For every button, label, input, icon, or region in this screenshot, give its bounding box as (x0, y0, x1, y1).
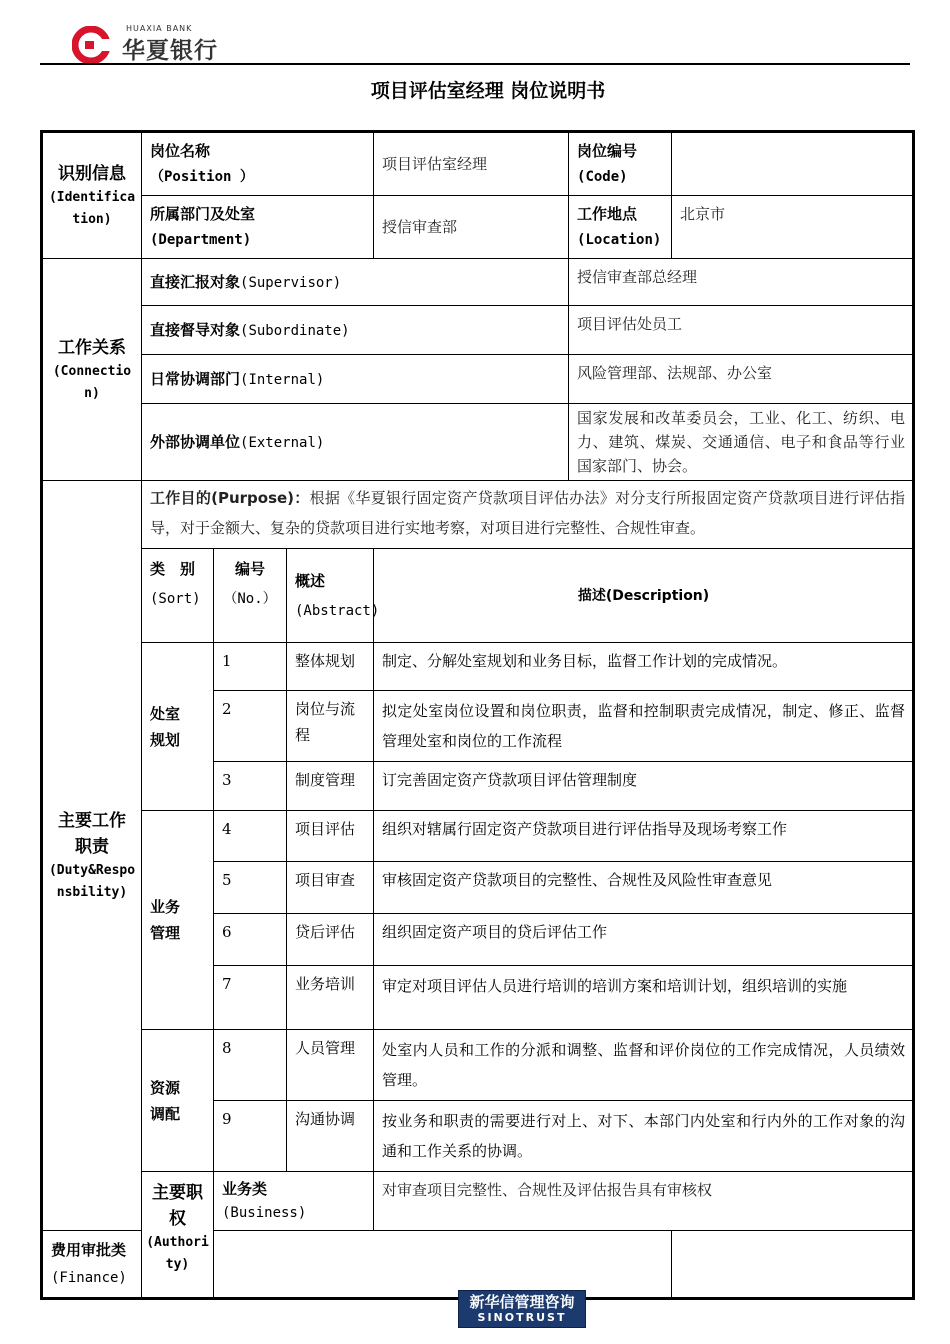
location-label: 工作地点 (Location) (569, 196, 672, 259)
item-description: 组织固定资产项目的贷后评估工作 (374, 914, 914, 966)
duty-section-header (42, 481, 142, 1231)
identification-title-en: (Identification) (48, 189, 136, 227)
item-abstract: 沟通协调 (287, 1101, 374, 1172)
purpose-row (42, 481, 914, 549)
internal-label: 日常协调部门(Internal) (142, 355, 569, 404)
connection-section-header (42, 259, 142, 481)
logo-english-name: HUAXIA BANK (126, 24, 193, 33)
business-value: 对审查项目完整性、合规性及评估报告具有审核权 (374, 1172, 914, 1231)
sort-group-business: 业务 管理 (142, 811, 214, 1030)
sort-group-planning: 处室 规划 (142, 643, 214, 811)
description-header: 描述(Description) (374, 549, 914, 643)
sort-header: 类 别 (Sort) (142, 549, 214, 643)
authority-title: 主要职权 (152, 1183, 203, 1229)
connection-row (42, 259, 914, 306)
identification-row-department (42, 196, 914, 259)
abstract-header: 概述 (Abstract) (287, 549, 374, 643)
location-value: 北京市 (672, 196, 914, 259)
page-header (0, 0, 950, 70)
purpose-cell (142, 481, 914, 549)
purpose-text: 根据《华夏银行固定资产贷款项目评估办法》对分支行所报固定资产贷款项目进行评估指导，对于金额大、复杂的贷款项目进行实地考察，对项目进行完整性、合规性审查。 (150, 489, 905, 537)
code-value (672, 132, 914, 196)
item-number: 2 (214, 691, 287, 762)
duty-item-row (42, 643, 914, 691)
duty-title-en: (Duty&Responsbility) (48, 862, 136, 900)
subordinate-value: 项目评估处员工 (569, 306, 914, 355)
authority-title-en: (Authority) (146, 1235, 209, 1272)
duty-item-row (42, 1030, 914, 1101)
item-number: 6 (214, 914, 287, 966)
item-abstract: 项目评估 (287, 811, 374, 862)
logo-chinese-name: 华夏银行 (122, 38, 218, 64)
item-number: 4 (214, 811, 287, 862)
item-description: 拟定处室岗位设置和岗位职责，监督和控制职责完成情况，制定、修正、监督管理处室和岗位的工作流程 (374, 691, 914, 762)
external-label: 外部协调单位(External) (142, 404, 569, 481)
huaxia-bank-logo-icon (72, 26, 110, 64)
item-description: 审核固定资产贷款项目的完整性、合规性及风险性审查意见 (374, 862, 914, 914)
department-value: 授信审查部 (374, 196, 569, 259)
sinotrust-logo-cn: 新华信管理咨询 (469, 1293, 575, 1311)
internal-value: 风险管理部、法规部、办公室 (569, 355, 914, 404)
finance-label: 费用审批类 (Finance) (42, 1231, 214, 1299)
connection-row (42, 355, 914, 404)
purpose-label: 工作目的(Purpose)： (150, 489, 310, 507)
sinotrust-logo (458, 1290, 586, 1328)
item-description: 制定、分解处室规划和业务目标，监督工作计划的完成情况。 (374, 643, 914, 691)
code-label: 岗位编号 (Code) (569, 132, 672, 196)
item-abstract: 制度管理 (287, 762, 374, 811)
item-abstract: 岗位与流程 (287, 691, 374, 762)
item-number: 1 (214, 643, 287, 691)
item-abstract: 业务培训 (287, 966, 374, 1030)
item-description: 订完善固定资产贷款项目评估管理制度 (374, 762, 914, 811)
document-title: 项目评估室经理 岗位说明书 (370, 80, 606, 102)
sort-group-resources: 资源 调配 (142, 1030, 214, 1172)
item-number: 3 (214, 762, 287, 811)
identification-row-position (42, 132, 914, 196)
header-divider (40, 63, 910, 65)
item-description: 按业务和职责的需要进行对上、对下、本部门内处室和行内外的工作对象的沟通和工作关系的协调。 (374, 1101, 914, 1172)
finance-value (214, 1231, 672, 1299)
item-number: 5 (214, 862, 287, 914)
job-description-table (40, 130, 915, 1300)
connection-title-en: (Connection) (52, 363, 132, 401)
connection-title: 工作关系 (58, 337, 126, 358)
no-header: 编号 （No.） (214, 549, 287, 643)
item-abstract: 项目审查 (287, 862, 374, 914)
external-value: 国家发展和改革委员会，工业、化工、纺织、电力、建筑、煤炭、交通通信、电子和食品等行业国家部门、协会。 (569, 404, 914, 481)
item-description: 组织对辖属行固定资产贷款项目进行评估指导及现场考察工作 (374, 811, 914, 862)
sinotrust-logo-en: SINOTRUST (477, 1311, 567, 1324)
duty-header-row (42, 549, 914, 643)
business-label: 业务类 (Business) (214, 1172, 374, 1231)
supervisor-value: 授信审查部总经理 (569, 259, 914, 306)
duty-title-line1: 主要工作 (58, 810, 126, 831)
item-abstract: 整体规划 (287, 643, 374, 691)
subordinate-label: 直接督导对象(Subordinate) (142, 306, 569, 355)
item-number: 7 (214, 966, 287, 1030)
item-abstract: 贷后评估 (287, 914, 374, 966)
identification-title: 识别信息 (58, 163, 126, 184)
item-number: 8 (214, 1030, 287, 1101)
connection-row (42, 306, 914, 355)
duty-title-line2: 职责 (75, 836, 109, 857)
identification-section-header (42, 132, 142, 259)
connection-row (42, 404, 914, 481)
supervisor-label: 直接汇报对象(Supervisor) (142, 259, 569, 306)
item-description: 审定对项目评估人员进行培训的培训方案和培训计划，组织培训的实施 (374, 966, 914, 1030)
item-number: 9 (214, 1101, 287, 1172)
position-value: 项目评估室经理 (374, 132, 569, 196)
duty-item-row (42, 811, 914, 862)
position-label: 岗位名称 （Position ） (142, 132, 374, 196)
department-label: 所属部门及处室 (Department) (142, 196, 374, 259)
authority-row (42, 1172, 914, 1231)
item-abstract: 人员管理 (287, 1030, 374, 1101)
item-description: 处室内人员和工作的分派和调整、监督和评价岗位的工作完成情况，人员绩效管理。 (374, 1030, 914, 1101)
